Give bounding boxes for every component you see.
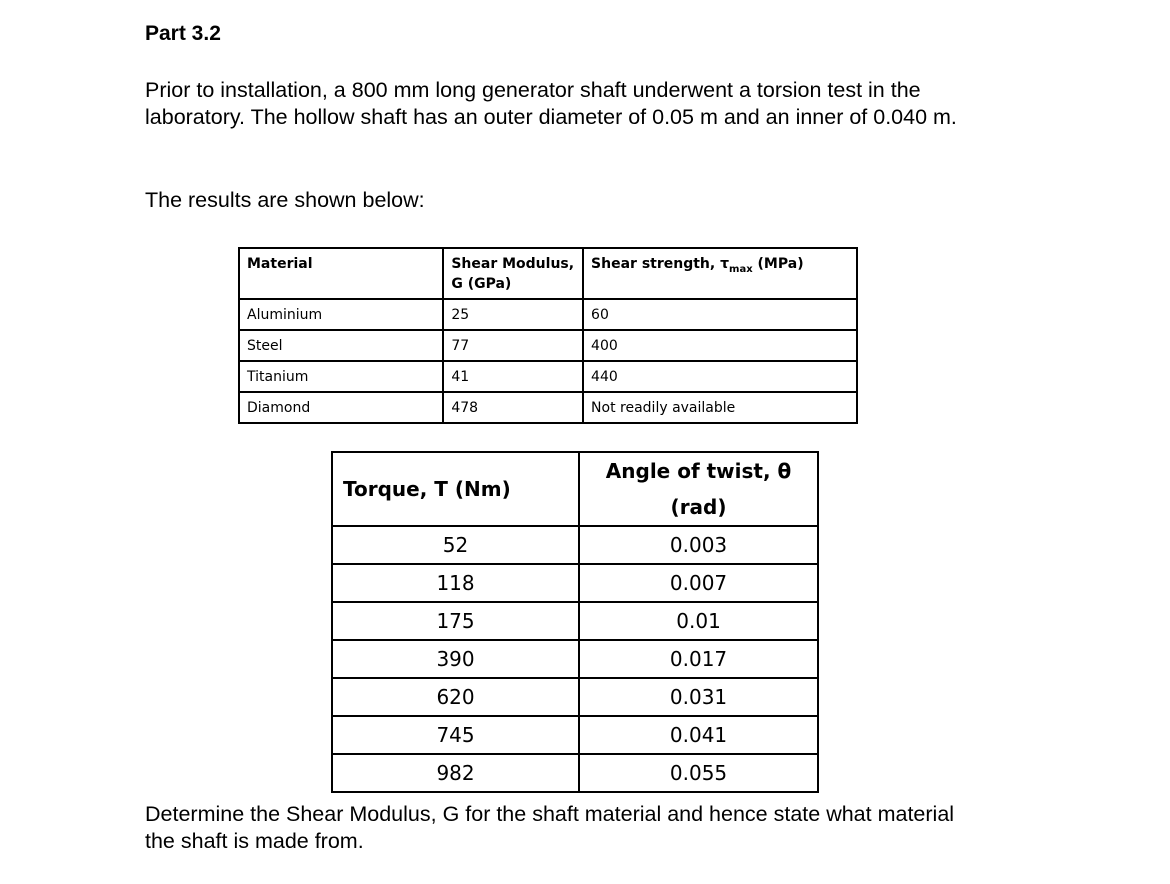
shear-modulus-value: 41 xyxy=(443,361,583,392)
table-row xyxy=(239,330,857,361)
table-row xyxy=(332,602,818,640)
angle-value: 0.017 xyxy=(579,640,818,678)
table-row xyxy=(239,392,857,423)
problem-description: Prior to installation, a 800 mm long generator shaft underwent a torsion test in the laboratory. The hollow shaft has an outer diameter of 0.05 m and an inner of 0.040 m. xyxy=(145,78,957,129)
table-row xyxy=(332,640,818,678)
shear-strength-value: 400 xyxy=(583,330,857,361)
header-shear-strength-subscript: max xyxy=(729,263,753,275)
torque-value: 745 xyxy=(332,716,579,754)
angle-value: 0.003 xyxy=(579,526,818,564)
material-name: Diamond xyxy=(239,392,443,423)
header-shear-strength-label: Shear strength, τ xyxy=(591,256,730,272)
shear-modulus-value: 478 xyxy=(443,392,583,423)
materials-header-row xyxy=(239,248,857,299)
shear-modulus-value: 25 xyxy=(443,299,583,330)
table-row xyxy=(332,754,818,792)
table-row xyxy=(239,361,857,392)
angle-value: 0.007 xyxy=(579,564,818,602)
torque-value: 118 xyxy=(332,564,579,602)
angle-value: 0.041 xyxy=(579,716,818,754)
material-name: Steel xyxy=(239,330,443,361)
header-shear-strength xyxy=(583,248,857,299)
table-row xyxy=(332,526,818,564)
table-row xyxy=(332,678,818,716)
angle-value: 0.01 xyxy=(579,602,818,640)
header-shear-strength-unit: (MPa) xyxy=(752,256,804,272)
torque-value: 175 xyxy=(332,602,579,640)
section-heading: Part 3.2 xyxy=(145,22,221,45)
angle-value: 0.055 xyxy=(579,754,818,792)
torque-value: 52 xyxy=(332,526,579,564)
torque-test-table xyxy=(331,451,819,793)
table-row xyxy=(332,716,818,754)
table-row xyxy=(239,299,857,330)
torque-header-row xyxy=(332,452,818,526)
shear-modulus-value: 77 xyxy=(443,330,583,361)
torque-value: 620 xyxy=(332,678,579,716)
table-row xyxy=(332,564,818,602)
material-name: Aluminium xyxy=(239,299,443,330)
question-text: Determine the Shear Modulus, G for the shaft material and hence state what material the shaft is made from. xyxy=(145,802,955,853)
results-intro: The results are shown below: xyxy=(145,188,425,212)
materials-table xyxy=(238,247,858,424)
header-angle-of-twist: Angle of twist, θ (rad) xyxy=(579,452,818,526)
header-shear-modulus: Shear Modulus, G (GPa) xyxy=(443,248,583,299)
shear-strength-value: Not readily available xyxy=(583,392,857,423)
header-torque: Torque, T (Nm) xyxy=(332,452,579,526)
header-material: Material xyxy=(239,248,443,299)
torque-value: 982 xyxy=(332,754,579,792)
material-name: Titanium xyxy=(239,361,443,392)
shear-strength-value: 440 xyxy=(583,361,857,392)
shear-strength-value: 60 xyxy=(583,299,857,330)
angle-value: 0.031 xyxy=(579,678,818,716)
torque-value: 390 xyxy=(332,640,579,678)
